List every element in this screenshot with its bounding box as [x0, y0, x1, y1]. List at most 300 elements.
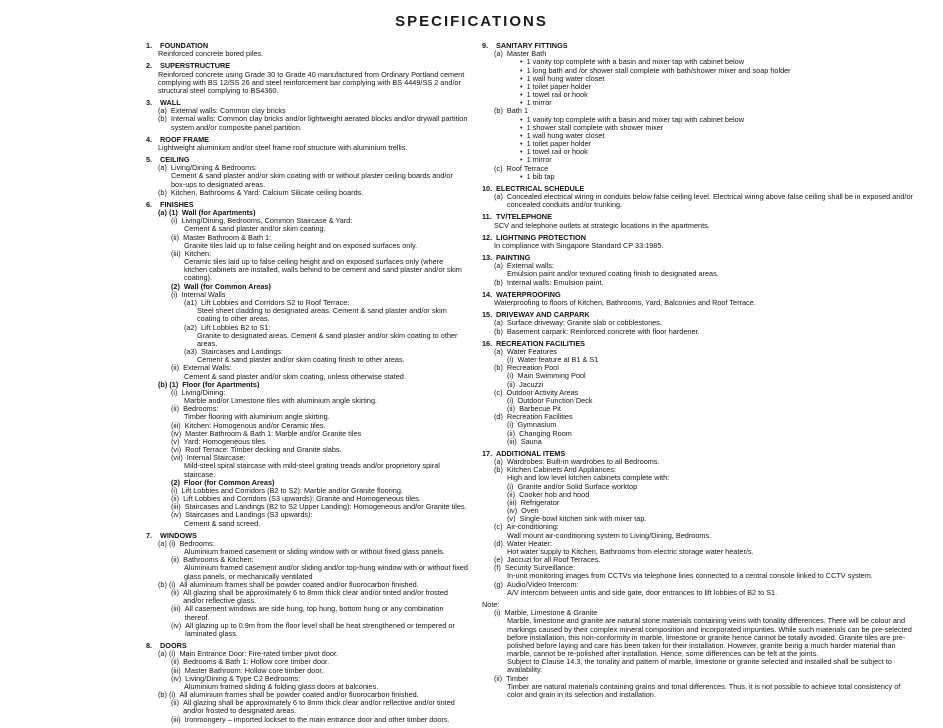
line-text: Wall (for Apartments) [181, 208, 256, 218]
line-marker: (iv) [171, 620, 182, 630]
line-text: Lift Lobbies B2 to S1: [200, 322, 271, 332]
line-text: Steel sheet cladding to designated areas. Cement & sand plaster and/or skim coating to other areas. [197, 306, 447, 324]
line-text: Aluminium framed casement and/or sliding and/or top-hung window with or without fixed glass panels, or mechanically ventilated [184, 563, 468, 581]
section-9 [482, 42, 917, 181]
line-marker: (a) (1) [158, 208, 178, 218]
line-text: 1 vanity top complete with a basin and mixer tap with cabinet below [526, 57, 744, 67]
section-number: 6. [146, 199, 153, 209]
section-title: FINISHES [160, 199, 194, 209]
line-text: Outdoor Function Deck [517, 395, 593, 405]
section-number: 12. [482, 232, 493, 242]
page-title: SPECIFICATIONS [395, 13, 548, 30]
line-text: SCV and telephone outlets at strategic locations in the apartments. [494, 220, 710, 230]
spec-line [184, 462, 468, 478]
section-number: 17. [482, 448, 493, 458]
section-title: CEILING [160, 155, 190, 165]
spec-line [171, 716, 468, 724]
spec-line [507, 430, 917, 438]
line-marker: (vii) [171, 453, 183, 463]
bullet-icon: • [520, 155, 523, 165]
line-marker: (i) [507, 420, 514, 430]
line-text: Reinforced concrete using Grade 30 to Grade 40 manufactured from Ordinary Portland cement complying with BS 12/SS 26 and steel reinforcement bar complying with BS 4449/SS 2 and/or structural steel complying to BS4360. [158, 69, 465, 95]
line-marker: (a) (i) [158, 538, 176, 548]
line-text: Kitchen: Homogenous and/or Ceramic tiles. [184, 420, 326, 430]
line-marker: (i) [171, 289, 178, 299]
section-15 [482, 311, 917, 336]
spec-line [507, 532, 917, 540]
section-title: LIGHTNING PROTECTION [496, 232, 586, 242]
section-number: 5. [146, 155, 153, 165]
line-text: Main Swimming Pool [517, 371, 586, 381]
spec-line [158, 189, 468, 197]
spec-line [507, 589, 917, 597]
section-body [158, 540, 468, 638]
line-marker: (b) [158, 114, 167, 124]
line-marker: (c) [494, 163, 503, 173]
line-marker: (ii) [171, 494, 180, 504]
spec-line [158, 144, 468, 152]
line-text: Roof Terrace [506, 163, 549, 173]
line-text: Staircases and Landings: [200, 347, 283, 357]
line-marker: (iv) [171, 428, 182, 438]
line-marker: (ii) [507, 489, 516, 499]
line-text: All aluminium frames shall be powder coated and/or fluorocarbon finished. [179, 690, 419, 700]
line-text: A/V intercom between untis and side gate, door entrances to lift lobbies of B2 to S1. [507, 587, 778, 597]
line-marker: (v) [171, 436, 180, 446]
line-text: In-unit monitoring images from CCTVs via telephone lines connected to a central console linked to CCTV system. [507, 571, 873, 581]
section-title: ADDITIONAL ITEMS [496, 448, 566, 458]
section-number: 10. [482, 183, 493, 193]
line-text: Internal Staircase: [186, 453, 246, 463]
line-text: Granite and/or Solid Surface worktop [517, 481, 638, 491]
spec-line [494, 279, 917, 287]
line-marker: (a) (i) [158, 649, 176, 659]
line-marker: (iv) [507, 506, 518, 516]
line-marker: (iii) [507, 436, 517, 446]
line-text: Marble, limestone and granite are natural stone materials containing veins with tonality differences. There will be colour and markings caused by their complex mineral composition and incorporated impurities. While such materials can be pre-selected before installation, this non-conformity in marble, limestone or granite hence cannot be totally avoided. Granite tiles are pre-polished before laying and care has been taken for their installation. However, granite being a much harder material than marble, cannot be re-polished after installation. Hence, some differences can be felt at the joints. [507, 616, 912, 659]
line-text: Waterproofing to floors of Kitchen, Bathrooms, Yard, Balconies and Roof Terrace. [494, 297, 756, 307]
line-marker: (a) [494, 346, 503, 356]
section-body [494, 222, 917, 230]
line-marker: (b) [494, 106, 503, 116]
section-number: 7. [146, 530, 153, 540]
spec-line [171, 589, 468, 605]
section-number: 13. [482, 253, 493, 263]
section-body [494, 262, 917, 287]
line-text: 1 toilet paper holder [526, 139, 592, 149]
line-marker: (iii) [171, 248, 181, 258]
spec-line [184, 258, 468, 283]
line-text: Barbecue Pit [519, 404, 561, 414]
bullet-icon: • [520, 57, 523, 67]
section-body [158, 650, 468, 724]
line-marker: (b) (i) [158, 690, 176, 700]
section-16 [482, 340, 917, 446]
spec-line [184, 520, 468, 528]
spec-line [507, 356, 917, 364]
line-marker: (i) [494, 608, 501, 618]
line-text: Main Entrance Door: Fire-rated timber pivot door. [179, 649, 339, 659]
line-text: Water Features [506, 346, 557, 356]
line-text: 1 bib tap [526, 171, 555, 181]
section-body [494, 458, 917, 597]
line-text: High and low level kitchen cabinets complete with: [507, 473, 670, 483]
line-marker: (ii) [507, 404, 516, 414]
line-text: Jacuzzi [519, 379, 544, 389]
line-text: Living/Dining & Type C2 Bedrooms: [185, 673, 301, 683]
line-marker: (ii) [171, 698, 180, 708]
section-6 [146, 201, 468, 528]
line-text: Wall mount air-conditioning system to Living/Dining, Bedrooms. [507, 530, 712, 540]
line-text: Staircases and Landings (S3 upwards): [185, 510, 313, 520]
spec-line [494, 165, 917, 173]
section-1 [146, 42, 468, 58]
line-marker: (f) [494, 563, 501, 573]
section-number: 11. [482, 212, 492, 222]
line-marker: (ii) [507, 379, 516, 389]
bullet-icon: • [520, 73, 523, 83]
section-number: 9. [482, 41, 489, 50]
line-text: Changing Room [519, 428, 572, 438]
line-text: All casement windows are side hung, top hung, bottom hung or any combination thereof. [184, 604, 444, 622]
line-text: Floor (for Apartments) [182, 379, 260, 389]
line-marker: (d) [494, 538, 503, 548]
line-text: Water Heater: [506, 538, 553, 548]
line-marker: (a) [494, 318, 503, 328]
line-text: Timber flooring with aluminium angle skirting. [184, 412, 330, 422]
spec-line [520, 173, 917, 181]
section-body [158, 144, 468, 152]
line-marker: (i) [507, 395, 514, 405]
line-text: Audio/Video Intercom: [506, 579, 579, 589]
section-2 [146, 62, 468, 95]
line-text: Concealed electrical wiring in conduits below false ceiling level. Electrical wiring above false ceiling shall be in exposed and/or concealed conduits and/or trunking. [506, 192, 913, 210]
line-text: Timber [506, 673, 529, 683]
line-text: Security Surveillance: [504, 563, 576, 573]
line-marker: (i) [171, 387, 178, 397]
spec-line [171, 172, 468, 188]
line-text: Recreation Pool [506, 363, 559, 373]
line-marker: (a) [494, 261, 503, 271]
section-body [494, 242, 917, 250]
line-marker: (b) [494, 363, 503, 373]
line-marker: (2) [171, 477, 180, 487]
line-text: Lift Lobbies and Corridors (S3 upwards): Granite and Homogeneous tiles. [183, 494, 421, 504]
line-text: Oven [521, 506, 539, 516]
section-heading [482, 42, 917, 50]
spec-line [171, 622, 468, 638]
line-marker: (iii) [171, 665, 181, 675]
section-note [482, 601, 917, 699]
line-marker: (ii) [171, 555, 180, 565]
bullet-icon: • [520, 147, 523, 157]
spec-line [494, 242, 917, 250]
line-marker: (b) [494, 326, 503, 336]
line-text: Cement & sand plaster and/or skim coating. [184, 224, 326, 234]
spec-line [494, 299, 917, 307]
line-marker: (i) [171, 485, 178, 495]
spec-line [197, 356, 468, 364]
columns-wrapper [146, 42, 917, 728]
section-number: 15. [482, 310, 493, 320]
line-marker: (ii) [171, 232, 180, 242]
section-body [494, 50, 917, 181]
line-text: External walls: Common clay bricks [170, 106, 286, 116]
line-text: In compliance with Singapore Standard CP 33:1985. [494, 240, 664, 250]
line-marker: (ii) [171, 588, 180, 597]
line-text: Internal walls: Emulsion paint. [506, 277, 604, 287]
line-text: Cement & sand screed. [184, 518, 261, 528]
section-title: FOUNDATION [160, 41, 209, 50]
line-marker: (a) [494, 192, 503, 202]
line-marker: (v) [507, 514, 516, 524]
section-number: 2. [146, 61, 153, 71]
line-text: Cement & sand plaster and/or skim coating with or without plaster ceiling boards and/or box-ups to designated areas. [171, 171, 453, 189]
line-marker: (e) [494, 555, 503, 565]
spec-line [507, 515, 917, 523]
line-text: External Walls: [183, 363, 232, 373]
line-marker: (iii) [171, 502, 181, 512]
section-body [158, 209, 468, 528]
line-marker: (iii) [171, 714, 181, 724]
line-text: Aluminium framed casement or sliding window with or without fixed glass panels. [184, 547, 445, 557]
line-text: Master Bathroom: Hollow core timber door. [184, 665, 324, 675]
line-text: Lift Lobbies and Corridors S2 to Roof Terrace: [200, 297, 350, 307]
section-title: ROOF FRAME [160, 134, 210, 144]
section-body [494, 299, 917, 307]
bullet-icon: • [520, 90, 523, 100]
line-marker: (iii) [171, 420, 181, 430]
line-marker: (iii) [507, 497, 517, 507]
spec-line [507, 658, 917, 674]
line-marker: (iv) [171, 673, 182, 683]
line-text: Floor (for Common Areas) [183, 477, 275, 487]
section-number: 16. [482, 338, 493, 348]
line-text: Reinforced concrete bored piles. [158, 49, 264, 59]
line-text: Living/Dining: [181, 387, 226, 397]
line-text: 1 toilet paper holder [526, 81, 592, 91]
section-title: SUPERSTRUCTURE [160, 61, 231, 71]
section-title: WALL [160, 98, 181, 108]
line-text: 1 long bath and /or shower stall complete with bath/shower mixer and soap holder [526, 65, 791, 75]
section-4 [146, 136, 468, 152]
spec-line [158, 50, 468, 58]
line-text: Hot water supply to Kitchen, Bathrooms from electric storage water heater/s. [507, 546, 754, 556]
bullet-icon: • [520, 65, 523, 75]
line-marker: (vi) [171, 445, 182, 455]
line-text: Timber are natural materials containing grains and tonal differences. Thus, it is not possible to achieve total consistency of color and grain in its selection and installation. [507, 681, 901, 699]
line-marker: (ii) [171, 657, 180, 667]
section-3 [146, 99, 468, 132]
line-text: Kitchen: [184, 248, 212, 258]
spec-line [158, 71, 468, 96]
section-7 [146, 532, 468, 638]
line-marker: (ii) [494, 673, 503, 683]
line-text: Granite to designated areas. Cement & sand plaster and/or skim coating to other areas. [197, 330, 458, 348]
line-text: Lightweight aluminium and/or steel frame roof structure with aluminium trellis. [158, 142, 408, 152]
line-text: Bedrooms: [179, 538, 215, 548]
spec-line [184, 397, 468, 405]
line-marker: (c) [494, 522, 503, 532]
line-text: All glazing shall be approximately 6 to 8mm thick clear and/or tinted and/or frosted and/or reflective glass. [183, 588, 448, 606]
section-12 [482, 234, 917, 250]
line-text: Marble, Limestone & Granite [504, 608, 598, 618]
section-body [494, 348, 917, 446]
line-marker: (b) (i) [158, 579, 176, 589]
column-left [146, 42, 468, 728]
spec-line [507, 683, 917, 699]
line-text: Ironmongery – imported lockset to the main entrance door and other timber doors. [184, 714, 450, 724]
line-text: Bedrooms & Bath 1: Hollow core timber door. [183, 657, 330, 667]
line-text: Air-conditioning: [506, 522, 559, 532]
line-text: 1 wall hung water closet [526, 130, 605, 140]
line-text: Marble and/or Limestone tiles with aluminium angle skirting. [184, 396, 378, 406]
line-text: Internal walls: Common clay bricks and/or lightweight aerated blocks and/or drywall partition system and/or composite panel partition. [170, 114, 468, 132]
line-marker: (a1) [184, 297, 197, 307]
section-body [494, 609, 917, 699]
line-marker: (ii) [507, 428, 516, 438]
section-title: DOORS [160, 641, 187, 651]
line-text: Kitchen Cabinets And Appliances: [506, 465, 617, 475]
line-text: Mild-steel spiral staircase with mild-steel grating treads and/or proprietory spiral staircase. [184, 461, 440, 479]
spec-line [494, 413, 917, 421]
line-text: Basement carpark: Reinforced concrete with floor hardener. [506, 326, 700, 336]
line-marker: (b) [158, 187, 167, 197]
line-text: External walls: [506, 261, 554, 271]
line-text: Cement & sand plaster and/or skim coating finish to other areas. [197, 355, 405, 365]
line-marker: (ii) [171, 404, 180, 414]
line-text: 1 shower stall complete with shower mixer [526, 122, 664, 132]
spec-line [520, 148, 917, 156]
line-text: Emulsion paint and/or textured coating finish to designated areas. [507, 269, 719, 279]
line-text: Aluminium framed sliding & folding glass doors at balconies. [184, 681, 379, 691]
line-text: Granite tiles laid up to false ceiling height and on exposed surfaces only. [184, 240, 418, 250]
line-text: Master Bath [506, 49, 547, 59]
line-text: Cement & sand plaster and/or skim coating, unless otherwise stated. [184, 371, 406, 381]
spec-line [520, 156, 917, 164]
bullet-icon: • [520, 81, 523, 91]
line-marker: (a) [158, 106, 167, 116]
section-title: PAINTING [496, 253, 531, 263]
line-marker: (d) [494, 412, 503, 422]
line-text: Yard: Homogeneous tiles. [183, 436, 267, 446]
section-number: 14. [482, 289, 493, 299]
spec-line [184, 564, 468, 580]
line-marker: (ii) [171, 363, 180, 373]
spec-line [507, 617, 917, 658]
section-number: 1. [146, 41, 153, 50]
section-body [158, 50, 468, 58]
line-text: Ceramic tiles laid up to false ceiling height and on exposed surfaces only (where kitchen cabinets are installed, walls behind to be cement and sand plaster and/or skim coating). [184, 257, 462, 283]
line-text: Living/Dining & Bedrooms: [170, 163, 257, 173]
line-text: Surface driveway: Granite slab or cobblestones. [506, 318, 662, 328]
spec-line [507, 438, 917, 446]
line-text: 1 mirror [526, 155, 552, 165]
line-marker: (a) [494, 457, 503, 467]
bullet-icon: • [520, 122, 523, 132]
line-text: Wardrobes: Built-in wardrobes to all Bedrooms. [506, 457, 660, 467]
section-8 [146, 642, 468, 724]
line-text: Subject to Clause 14.3, the tonality and pattern of marble, limestone or granite selected and installed shall be subject to availability. [507, 657, 892, 675]
line-marker: (iv) [171, 510, 182, 520]
line-marker: (2) [171, 281, 180, 291]
spec-line [171, 605, 468, 621]
section-number: 3. [146, 98, 153, 108]
section-body [494, 319, 917, 335]
line-text: 1 mirror [526, 98, 552, 108]
line-text: Refrigerator [520, 497, 560, 507]
line-marker: (b) [494, 277, 503, 287]
line-text: Recreation Facilities [506, 412, 573, 422]
section-title: TV/TELEPHONE [496, 212, 552, 222]
spec-line [197, 332, 468, 348]
line-text: Master Bathroom & Bath 1: Marble and/or Granite tiles [185, 428, 362, 438]
line-marker: (i) [507, 481, 514, 491]
line-text: Bathrooms & Kitchen: [183, 555, 254, 565]
spec-line [171, 699, 468, 715]
line-marker: (b) [494, 465, 503, 475]
spec-line [507, 397, 917, 405]
section-13 [482, 254, 917, 287]
bullet-icon: • [520, 130, 523, 140]
line-marker: (g) [494, 579, 503, 589]
line-text: Sauna [520, 436, 542, 446]
line-text: Kitchen, Bathrooms & Yard: Calcium Silicate ceiling boards. [170, 187, 364, 197]
spec-line [184, 242, 468, 250]
spec-line [494, 193, 917, 209]
line-text: Cooker hob and hood [519, 489, 590, 499]
line-marker: (i) [507, 355, 514, 365]
line-text: Single-bowl kitchen sink with mixer tap. [519, 514, 647, 524]
line-text: Jaccuzi for all Roof Terraces. [506, 555, 601, 565]
line-text: Gymnasium [517, 420, 557, 430]
line-text: Bath 1 [506, 106, 529, 116]
spec-line [494, 222, 917, 230]
line-text: Lift Lobbies and Corridors (B2 to S2): Marble and/or Granite flooring. [181, 485, 403, 495]
bullet-icon: • [520, 171, 523, 181]
section-title: DRIVEWAY AND CARPARK [496, 310, 590, 320]
line-marker: (c) [494, 387, 503, 397]
line-text: Roof Terrace: Timber decking and Granite slabs. [185, 445, 342, 455]
line-marker: (a) [158, 163, 167, 173]
section-number: 8. [146, 641, 153, 651]
line-text: All glazing up to 0.9m from the floor level shall be heat strengthened or tempered or laminated glass. [185, 620, 455, 638]
bullet-icon: • [520, 114, 523, 124]
line-text: Bedrooms: [183, 404, 219, 414]
line-marker: (a3) [184, 347, 197, 357]
section-11 [482, 213, 917, 229]
line-marker: (a2) [184, 322, 197, 332]
line-marker: (i) [171, 216, 178, 226]
section-title: SANITARY FITTINGS [496, 41, 568, 50]
line-text: 1 vanity top complete with a basin and mixer tap with cabinet below [526, 114, 744, 124]
section-title: Note: [482, 600, 500, 609]
bullet-icon: • [520, 98, 523, 108]
spec-line [507, 372, 917, 380]
line-text: All glazing shall be approximately 6 to 8mm thick clear and/or reflective and/or tinted and/or frosted to designated areas. [183, 698, 455, 716]
line-marker: (a) [494, 49, 503, 59]
line-marker: (iii) [171, 604, 181, 614]
line-text: Internal Walls [181, 289, 226, 299]
bullet-icon: • [520, 139, 523, 149]
line-text: Wall (for Common Areas) [183, 281, 271, 291]
section-17 [482, 450, 917, 597]
section-title: WATERPROOFING [496, 289, 561, 299]
section-title: RECREATION FACILITIES [496, 338, 586, 348]
line-marker: (i) [507, 371, 514, 381]
spec-line [158, 115, 468, 131]
spec-line [520, 99, 917, 107]
